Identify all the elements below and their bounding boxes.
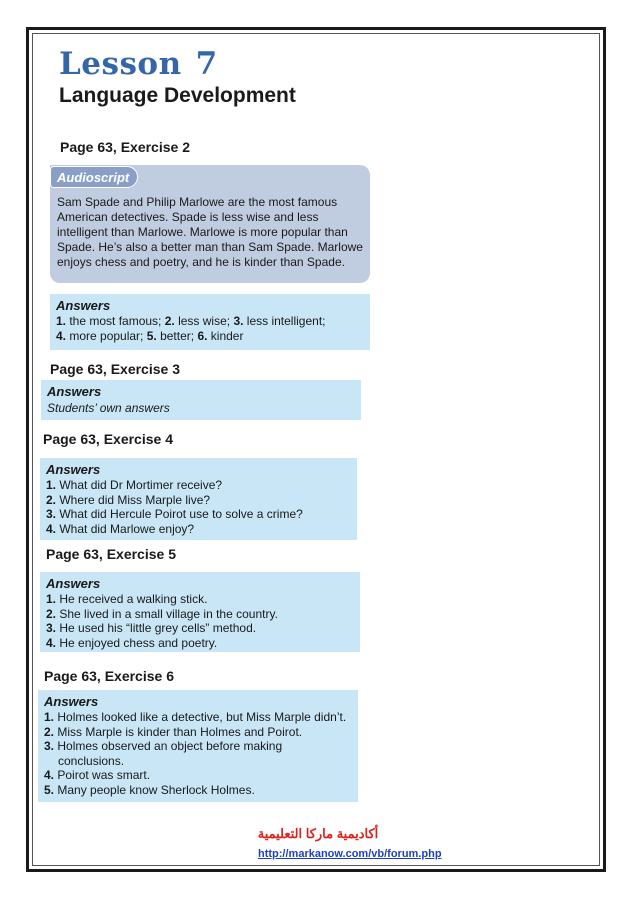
answer-number: 2. — [164, 314, 175, 328]
answer-text: Holmes looked like a detective, but Miss Marple didn’t. — [54, 710, 347, 724]
answers-label: Answers — [46, 576, 101, 591]
answer-line — [44, 739, 352, 754]
footer-academy-name: أكاديمية ماركا التعليمية — [257, 826, 379, 841]
answer-text: He used his “little grey cells” method. — [56, 621, 257, 635]
answer-number: 5. — [146, 328, 157, 343]
exercise-3-heading: Page 63, Exercise 3 — [50, 361, 180, 377]
answer-text: Holmes observed an object before making — [54, 739, 283, 753]
answer-text: kinder — [207, 328, 244, 343]
answer-number: 1. — [44, 710, 55, 724]
answers-label: Answers — [44, 694, 99, 709]
answer-line — [46, 607, 354, 622]
exercise-6-answers-box — [38, 690, 358, 802]
answer-text: Miss Marple is kinder than Holmes and Poirot. — [54, 724, 303, 739]
answer-text: He received a walking stick. — [56, 592, 208, 606]
lesson-title — [59, 46, 218, 82]
answer-text: more popular; — [66, 328, 147, 343]
answer-line — [46, 478, 351, 493]
answer-number: 2. — [46, 606, 57, 621]
lesson-number: 7 — [195, 46, 218, 82]
audioscript-line: American detectives. Spade is less wise and less — [57, 210, 319, 224]
exercise-2-heading: Page 63, Exercise 2 — [60, 139, 190, 155]
answers-label: Answers — [46, 462, 101, 477]
audioscript-line: intelligent than Marlowe. Marlowe is more popular than — [57, 225, 348, 239]
audioscript-line: Spade. He’s also a better man than Sam Spade. Marlowe — [57, 240, 363, 254]
answer-text: Students’ own answers — [47, 401, 170, 415]
answer-text: better; — [156, 328, 198, 343]
answer-line — [46, 493, 351, 508]
answers-label: Answers — [56, 298, 111, 313]
answer-text: Many people know Sherlock Holmes. — [54, 782, 255, 797]
answer-number: 3. — [46, 507, 57, 521]
footer-forum-link[interactable]: http://markanow.com/vb/forum.php — [258, 848, 442, 860]
answer-line — [44, 725, 352, 740]
answer-text: the most famous; — [66, 314, 165, 328]
answer-number: 4. — [56, 328, 67, 343]
exercise-4-answers-box — [40, 458, 357, 540]
answer-line — [44, 783, 352, 798]
answer-number: 3. — [233, 314, 244, 328]
answer-line — [44, 710, 352, 725]
audioscript-line: enjoys chess and poetry, and he is kinder than Spade. — [57, 255, 345, 269]
lesson-label: Lesson — [59, 46, 182, 82]
answer-number: 4. — [46, 521, 57, 536]
answer-number: 1. — [46, 592, 57, 606]
answer-text: less intelligent; — [243, 314, 326, 328]
answer-line — [44, 768, 352, 783]
answer-number: 3. — [44, 739, 55, 753]
exercise-2-answers-box — [50, 294, 370, 350]
answer-line — [46, 522, 351, 537]
answer-text: She lived in a small village in the country. — [56, 606, 278, 621]
answer-number: 4. — [44, 768, 55, 782]
answer-number: 5. — [44, 782, 55, 797]
answer-number: 6. — [197, 328, 208, 343]
answer-line — [56, 314, 364, 329]
answer-number: 1. — [56, 314, 67, 328]
exercise-3-answers-box — [41, 380, 361, 420]
lesson-subtitle: Language Development — [59, 84, 296, 107]
answer-text: less wise; — [174, 314, 234, 328]
audioscript-text — [57, 195, 367, 270]
answer-line — [56, 329, 364, 344]
answer-number: 3. — [46, 621, 57, 635]
answer-text: Where did Miss Marple live? — [56, 492, 211, 507]
answer-text: He enjoyed chess and poetry. — [56, 635, 218, 650]
answers-label: Answers — [47, 384, 102, 399]
audioscript-line: Sam Spade and Philip Marlowe are the most famous — [57, 195, 338, 209]
answer-line — [44, 754, 352, 769]
answer-number: 4. — [46, 635, 57, 650]
answer-text: What did Dr Mortimer receive? — [56, 478, 223, 492]
exercise-4-heading: Page 63, Exercise 4 — [43, 431, 173, 447]
answer-line — [46, 507, 351, 522]
answer-number: 2. — [46, 492, 57, 507]
answer-text: conclusions. — [58, 753, 125, 768]
exercise-5-heading: Page 63, Exercise 5 — [46, 546, 176, 562]
answer-text: Poirot was smart. — [54, 768, 151, 782]
exercise-5-answers-box — [40, 572, 360, 652]
exercise-6-heading: Page 63, Exercise 6 — [44, 668, 174, 684]
answer-number: 1. — [46, 478, 57, 492]
answer-number: 2. — [44, 724, 55, 739]
answer-text: What did Marlowe enjoy? — [56, 521, 195, 536]
answer-line — [46, 621, 354, 636]
audioscript-label: Audioscript — [50, 166, 138, 188]
answer-line — [46, 592, 354, 607]
answer-line — [46, 636, 354, 651]
answer-text: What did Hercule Poirot use to solve a crime? — [56, 507, 303, 521]
